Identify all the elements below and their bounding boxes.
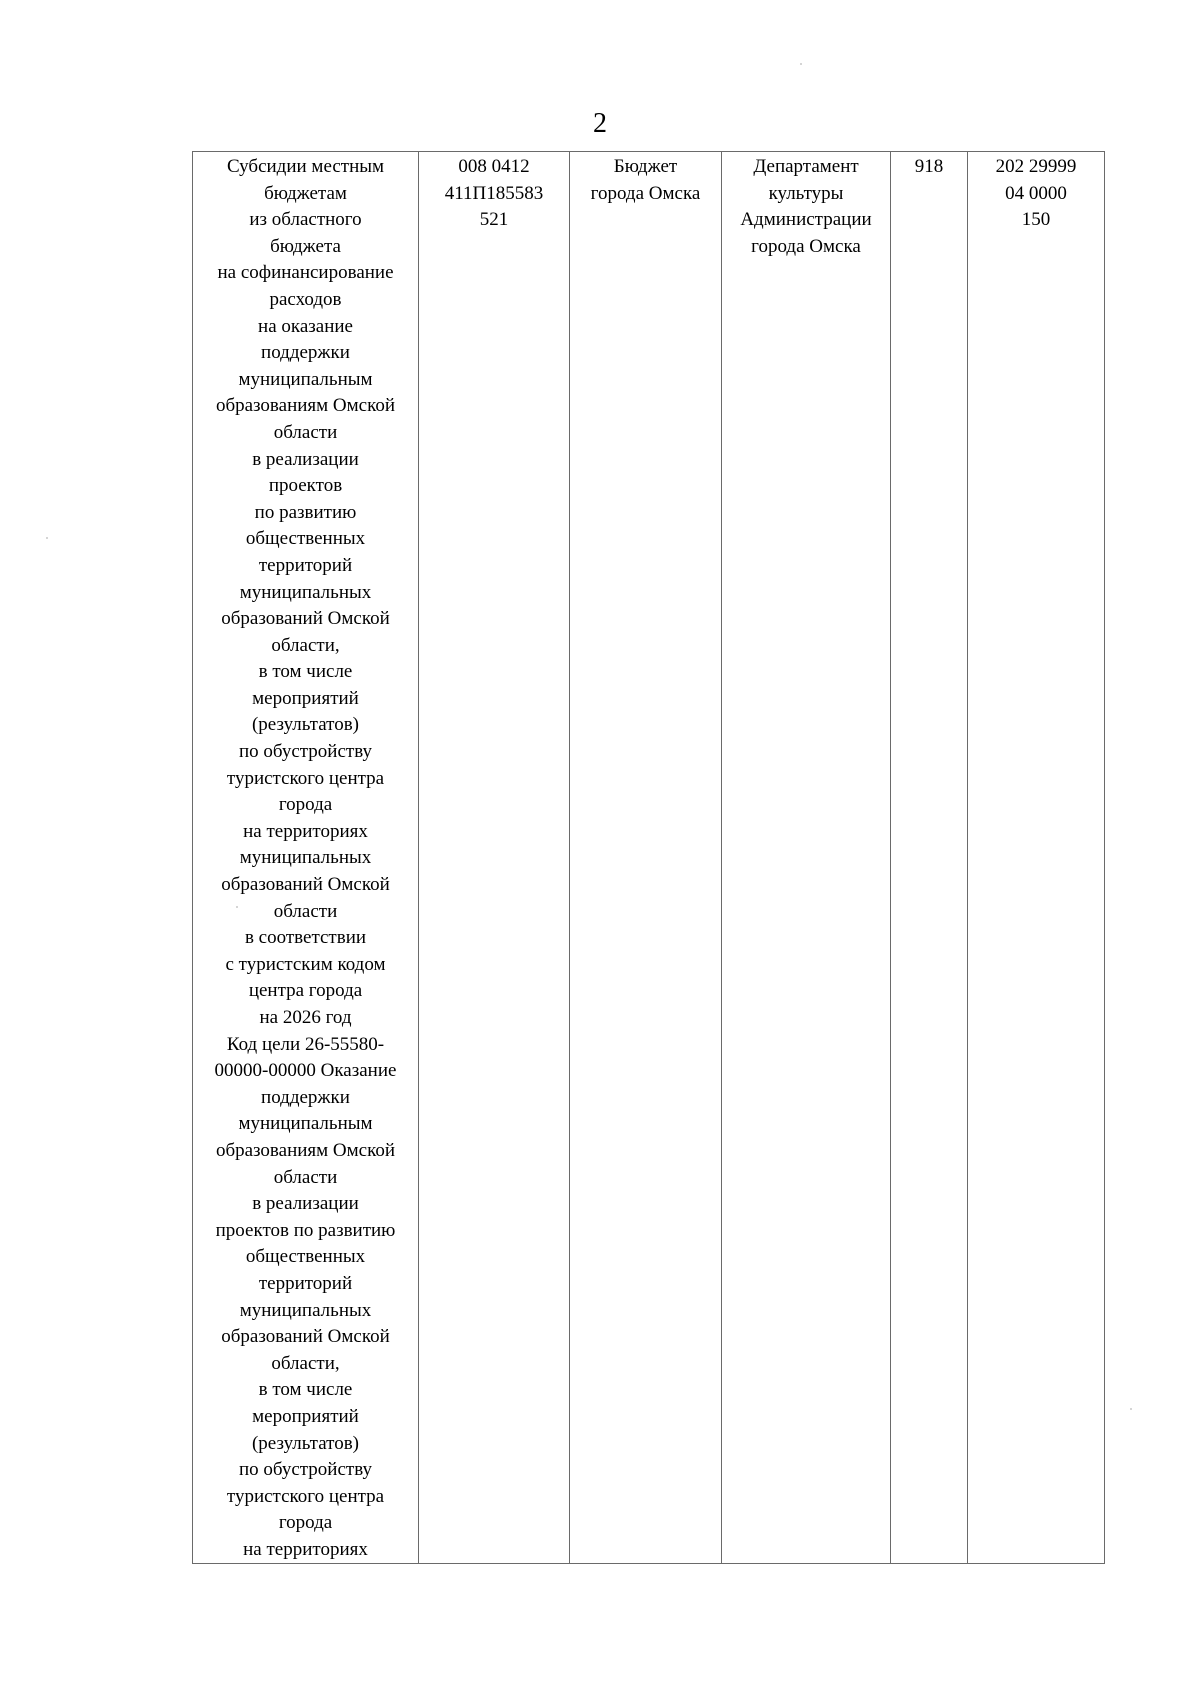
description-line: бюджета: [270, 235, 341, 257]
budget-line: Бюджет: [613, 156, 678, 177]
scan-speck: [236, 906, 238, 908]
description-line: образований Омской: [221, 1326, 390, 1348]
description-line: в реализации: [252, 1193, 359, 1215]
description-line: мероприятий: [252, 687, 359, 709]
administrator-cell: [722, 152, 891, 1564]
description-line: мероприятий: [252, 1405, 359, 1427]
description-line: муниципальных: [239, 847, 372, 869]
description-line: муниципальным: [238, 368, 373, 390]
description-line: общественных: [245, 1246, 366, 1268]
description-line: (результатов): [251, 1432, 359, 1454]
scan-speck: [46, 537, 48, 539]
description-cell: [193, 152, 419, 1564]
description-line: муниципальных: [239, 1299, 372, 1321]
description-line: по обустройству: [238, 741, 373, 763]
description-line: города: [278, 1512, 333, 1534]
description-line: образований Омской: [221, 874, 390, 896]
description-line: области: [273, 900, 338, 922]
admin-code-text: [891, 152, 967, 181]
description-line: на 2026 год: [259, 1007, 352, 1028]
administrator-line: города Омска: [751, 235, 861, 257]
description-line: поддержки: [261, 342, 350, 364]
description-line: бюджетам: [264, 182, 347, 204]
classification-code-cell: [419, 152, 570, 1564]
description-line: территорий: [258, 1272, 353, 1294]
revenue-code-line: 04 0000: [1005, 182, 1067, 204]
description-line: города: [278, 794, 333, 816]
description-line: общественных: [245, 528, 366, 550]
description-line: образованиям Омской: [215, 395, 396, 417]
description-line: Код цели 26-55580-: [226, 1033, 385, 1055]
administrator-line: Администрации: [740, 209, 872, 231]
description-line: в соответствии: [244, 927, 367, 949]
revenue-code-cell: [968, 152, 1105, 1564]
classification-code-line: 008 0412: [458, 156, 530, 177]
scan-speck: [800, 63, 802, 65]
description-line: образованиям Омской: [215, 1139, 396, 1161]
description-line: территорий: [258, 554, 353, 576]
budget-line: города Омска: [590, 182, 701, 204]
administrator-line: Департамент: [753, 156, 859, 177]
admin-code-line: 918: [914, 156, 944, 177]
description-line: образований Омской: [221, 608, 390, 630]
description-line: на софинансирование: [217, 262, 394, 284]
description-line: проектов по развитию: [215, 1219, 396, 1241]
description-line: поддержки: [261, 1086, 350, 1108]
description-line: области,: [271, 634, 340, 656]
description-line: по развитию: [254, 501, 357, 523]
description-line: в том числе: [258, 661, 353, 683]
description-line: центра города: [248, 980, 363, 1002]
description-line: области: [273, 421, 338, 443]
description-line: из областного: [249, 209, 362, 231]
description-line: (результатов): [251, 714, 359, 736]
description-line: по обустройству: [238, 1459, 373, 1481]
revenue-code-line: 202 29999: [995, 156, 1077, 177]
description-line: туристского центра: [226, 767, 385, 789]
description-line: 00000-00000 Оказание: [214, 1060, 397, 1082]
administrator-text: [722, 152, 890, 260]
scan-speck: [1130, 1408, 1132, 1410]
subsidy-table: [192, 151, 1105, 1564]
description-line: области,: [271, 1352, 340, 1374]
description-line: области: [273, 1166, 338, 1188]
classification-code-line: 521: [479, 209, 509, 231]
budget-text: [570, 152, 721, 207]
table-row: [193, 152, 1105, 1564]
administrator-line: культуры: [768, 182, 844, 204]
description-line: в том числе: [258, 1379, 353, 1401]
description-line: муниципальных: [239, 581, 372, 603]
revenue-code-line: 150: [1021, 209, 1051, 231]
description-line: на территориях: [243, 820, 368, 842]
description-line: с туристским кодом: [225, 953, 386, 975]
description-line: на оказание: [258, 315, 353, 337]
description-text: [193, 152, 418, 1563]
description-line: туристского центра: [226, 1485, 385, 1507]
description-line: проектов: [268, 475, 343, 497]
budget-cell: [570, 152, 722, 1564]
classification-code-line: 411П185583: [444, 182, 544, 204]
classification-code-text: [419, 152, 569, 234]
description-line: на территориях: [243, 1538, 368, 1560]
page-number: 2: [593, 108, 607, 139]
description-line: муниципальным: [238, 1113, 373, 1135]
description-line: в реализации: [252, 448, 359, 470]
admin-code-cell: [891, 152, 968, 1564]
description-line: расходов: [269, 288, 342, 310]
revenue-code-text: [968, 152, 1104, 234]
description-line: Субсидии местным: [226, 156, 385, 177]
